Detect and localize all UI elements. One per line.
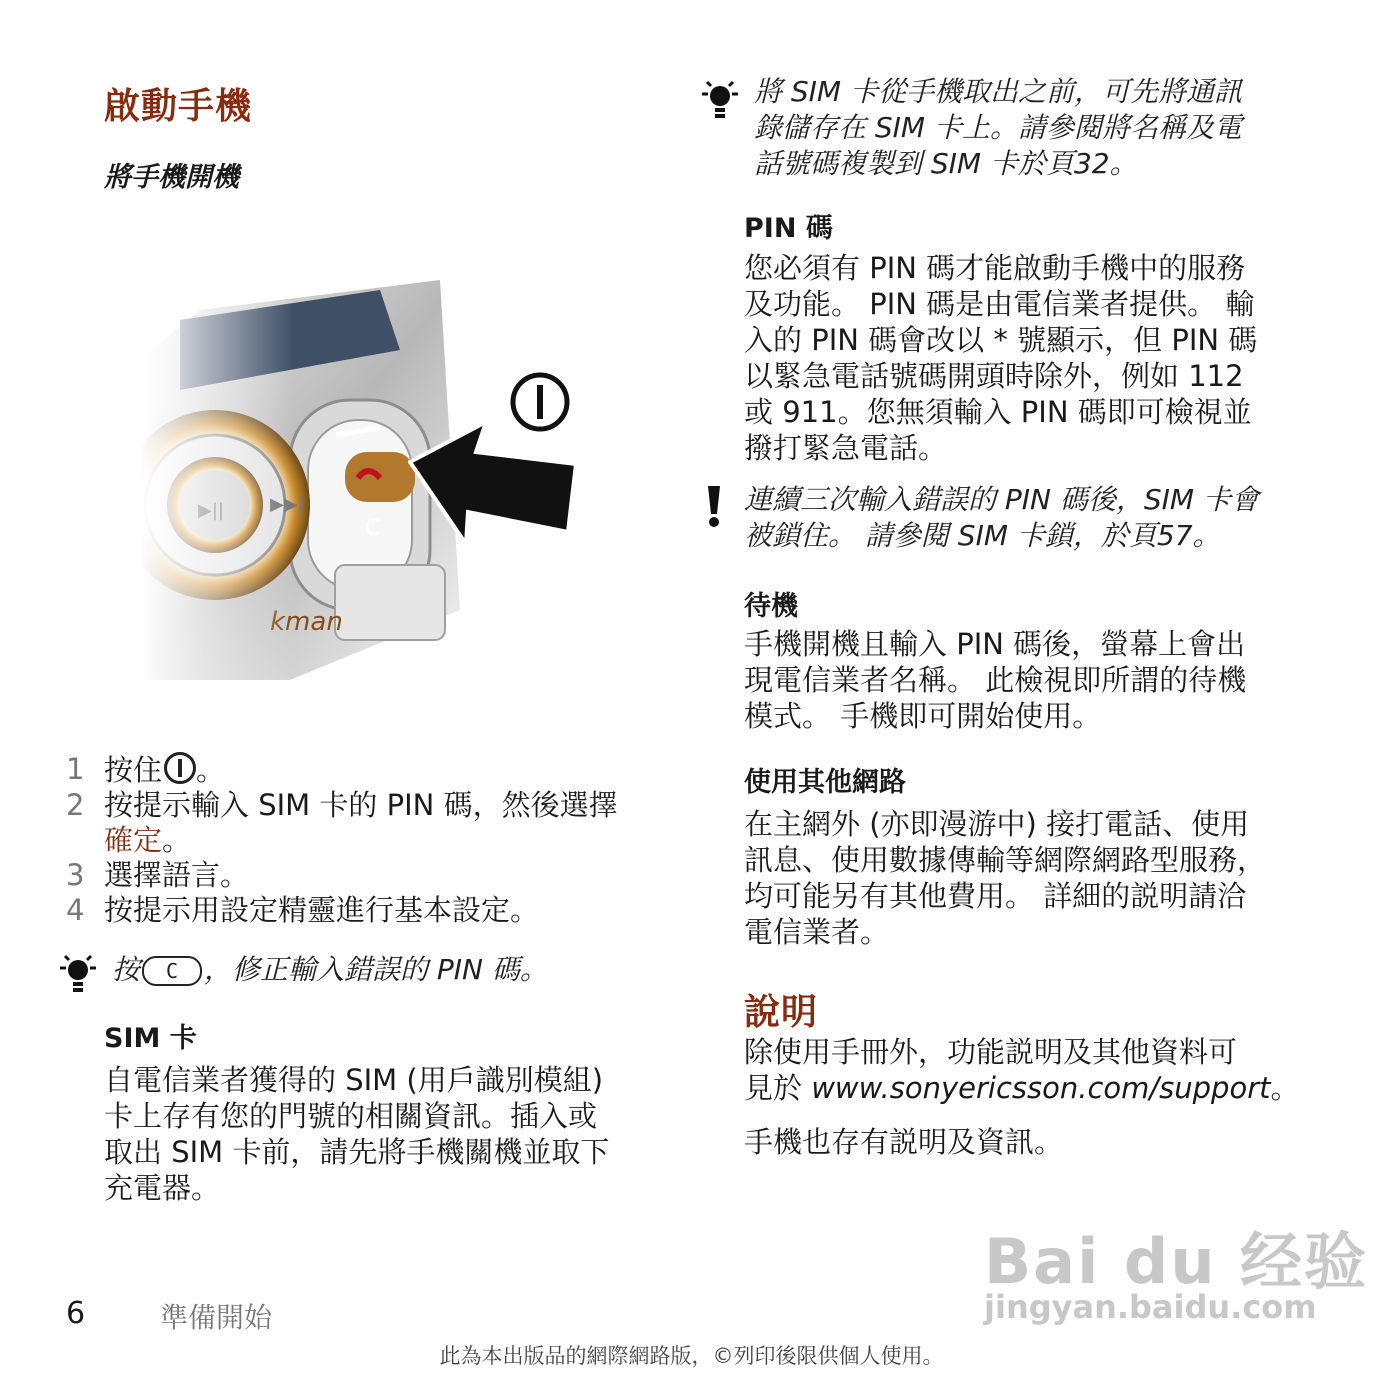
tip-line: 話號碼複製到 SIM 卡於頁32。 xyxy=(754,147,1138,180)
body-line: 撥打緊急電話。 xyxy=(744,431,948,465)
standby-heading: 待機 xyxy=(744,591,798,622)
body-line: 電信業者。 xyxy=(744,915,890,949)
body-line: 訊息、使用數據傳輸等網際網路型服務， xyxy=(744,843,1267,877)
body-line: 手機開機且輸入 PIN 碼後，螢幕上會出 xyxy=(744,627,1246,661)
body-line: 模式。 手機即可開始使用。 xyxy=(744,699,1102,733)
confirm-link[interactable]: 確定 xyxy=(104,823,163,857)
warning-line: 連續三次輸入錯誤的 PIN 碼後，SIM 卡會 xyxy=(744,483,1259,516)
body-line xyxy=(744,1070,1344,1106)
step-text: 按住 xyxy=(104,753,163,787)
chapter-title: 準備開始 xyxy=(160,1301,273,1334)
standby-body xyxy=(744,626,1324,734)
baidu-watermark-logo: Bai du 经验 xyxy=(984,1225,1369,1298)
help-body-extra: 手機也存有説明及資訊。 xyxy=(744,1125,1064,1159)
body-line: 充電器。 xyxy=(104,1171,221,1205)
body-line: 入的 PIN 碼會改以 * 號顯示，但 PIN 碼 xyxy=(744,323,1258,357)
body-line: 及功能。 PIN 碼是由電信業者提供。 輸 xyxy=(744,287,1255,321)
step-2 xyxy=(66,788,666,858)
sim-card-body xyxy=(104,1062,684,1206)
pin-code-heading: PIN 碼 xyxy=(744,213,833,244)
subheading-turn-on: 將手機開機 xyxy=(104,162,239,193)
warning-exclamation-icon xyxy=(707,486,721,528)
steps-list xyxy=(66,752,666,928)
tip-text: ，修正輸入錯誤的 PIN 碼。 xyxy=(204,953,548,986)
step-3 xyxy=(66,858,666,893)
pin-code-body xyxy=(744,250,1324,466)
pointer-arrow-icon xyxy=(408,420,583,550)
help-prefix: 見於 xyxy=(744,1071,812,1105)
section-heading-start-phone: 啟動手機 xyxy=(104,86,253,127)
other-networks-body xyxy=(744,806,1334,950)
help-suffix: 。 xyxy=(1270,1071,1300,1105)
tip-lightbulb-icon xyxy=(700,78,740,122)
tip-line: 錄儲存在 SIM 卡上。請參閱將名稱及電 xyxy=(754,111,1242,144)
copyright-notice: 此為本出版品的網際網路版，©列印後限供個人使用。 xyxy=(439,1344,944,1368)
warning-line: 被鎖住。 請參閱 SIM 卡鎖，於頁57。 xyxy=(744,519,1221,552)
body-line: 以緊急電話號碼開頭時除外，例如 112 xyxy=(744,359,1244,393)
body-line: 現電信業者名稱。 此檢視即所謂的待機 xyxy=(744,663,1247,697)
body-line: 在主網外 (亦即漫游中) 接打電話、使用 xyxy=(744,807,1250,841)
step-4 xyxy=(66,893,666,928)
body-line: 卡上存有您的門號的相關資訊。插入或 xyxy=(104,1099,598,1133)
sim-card-heading: SIM 卡 xyxy=(104,1023,197,1054)
warning-pin-lock xyxy=(744,482,1314,554)
step-suffix: 。 xyxy=(196,753,226,787)
baidu-watermark-url: jingyan.baidu.com xyxy=(984,1288,1317,1326)
power-key-icon xyxy=(164,752,196,784)
body-line: 您必須有 PIN 碼才能啟動手機中的服務 xyxy=(744,251,1246,285)
body-line: 自電信業者獲得的 SIM (用戶識別模組) xyxy=(104,1063,604,1097)
tip-press-c xyxy=(112,952,672,988)
tip-prefix: 按 xyxy=(112,953,141,986)
support-url-link[interactable]: www.sonyericsson.com/support xyxy=(811,1071,1271,1105)
step-text: 按提示輸入 SIM 卡的 PIN 碼，然後選擇 xyxy=(104,788,618,822)
body-line: 或 911。您無須輸入 PIN 碼即可檢視並 xyxy=(744,395,1252,429)
body-line: 除使用手冊外，功能説明及其他資料可 xyxy=(744,1035,1238,1069)
step-number: 1 xyxy=(66,752,85,786)
step-suffix: 。 xyxy=(162,823,192,857)
step-text: 選擇語言。 xyxy=(104,858,250,892)
help-heading: 說明 xyxy=(744,992,819,1033)
tip-save-contacts xyxy=(754,74,1314,182)
step-number: 2 xyxy=(66,788,85,822)
step-text: 按提示用設定精靈進行基本設定。 xyxy=(104,893,540,927)
tip-line: 將 SIM 卡從手機取出之前，可先將通訊 xyxy=(754,75,1242,108)
page-number: 6 xyxy=(66,1296,86,1331)
step-number: 3 xyxy=(66,858,85,892)
step-number: 4 xyxy=(66,893,85,927)
tip-lightbulb-icon xyxy=(58,952,98,996)
body-line: 取出 SIM 卡前，請先將手機關機並取下 xyxy=(104,1135,610,1169)
c-key-icon: C xyxy=(142,956,202,986)
other-networks-heading: 使用其他網路 xyxy=(744,767,906,798)
body-line: 均可能另有其他費用。 詳細的説明請洽 xyxy=(744,879,1247,913)
help-body xyxy=(744,1034,1344,1106)
step-1 xyxy=(66,752,666,788)
